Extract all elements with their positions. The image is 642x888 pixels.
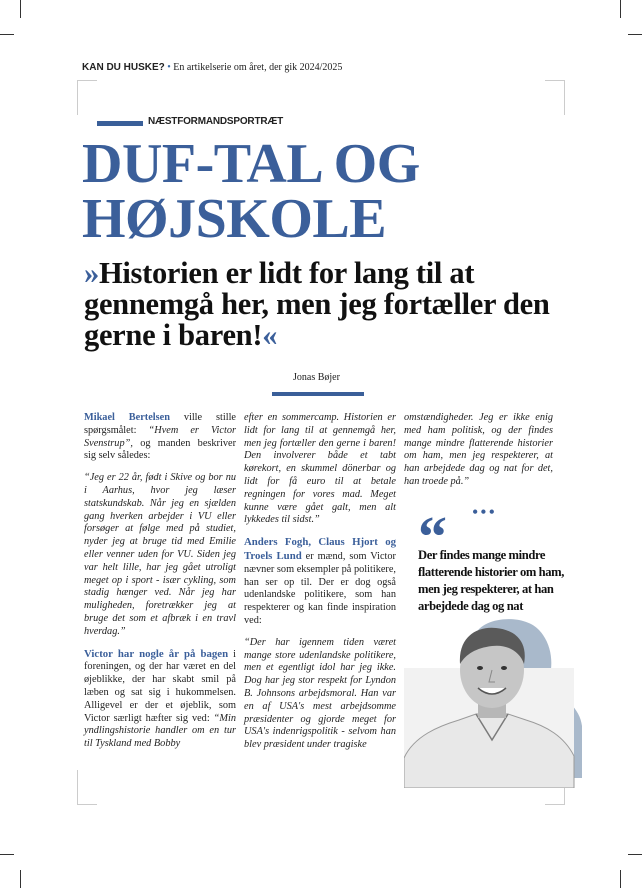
frame-corner [545, 80, 565, 115]
byline-author: Jonas Bøjer [293, 372, 340, 383]
crop-mark [20, 870, 21, 888]
text-run: “Hvem er Victor Svenstrup”, [84, 424, 236, 449]
text-run: og manden beskriver sig selv således: [84, 437, 236, 462]
open-quote-mark: » [84, 256, 99, 290]
paragraph [244, 536, 396, 628]
headline-line: DUF-TAL OG [82, 133, 420, 195]
article-column-2 [244, 412, 396, 761]
kicker-bar [97, 121, 143, 126]
byline-bar [272, 392, 364, 396]
quote-mark-icon: “ [418, 504, 447, 569]
subheading: Victor har nogle år på bagen [84, 647, 229, 660]
paragraph [84, 648, 236, 751]
quote-text: omstændigheder. Jeg er ikke enig med ham politisk, og der findes mange mindre flatterende historier om ham, men jeg respekterer, at han arbejdede dag og nat for det, han troede på.” [404, 412, 553, 487]
crop-mark [0, 34, 14, 35]
kicker-label: NÆSTFORMANDSPORTRÆT [148, 116, 284, 127]
crop-mark [620, 870, 621, 888]
frame-corner [77, 80, 97, 115]
quote-text: efter en sommercamp. Historien er lidt for lang til at gennemgå her, men jeg fortæller den gerne i baren! Den involverer både et tabt kørekort, en skummel dönerbar og lidt for få euro til at betale regningen for vores mad. Meget kunne være gået galt, men alt lykkedes til sidst.” [244, 412, 396, 526]
pull-quote: Der findes mange mindre flatterende historier om ham, men jeg respekterer, at han arbejdede dag og nat [418, 548, 565, 613]
deck-quote [84, 258, 554, 351]
headline [82, 133, 562, 250]
text-run: ville stille spørgsmålet: [84, 412, 237, 436]
ellipsis-dots-icon: ••• [472, 502, 497, 522]
series-label: KAN DU HUSKE? [82, 62, 165, 73]
series-text: En artikelserie om året, der gik 2024/2025 [173, 62, 343, 73]
deck-text: Historien er lidt for lang til at gennemgå her, men jeg fortæller den gerne i baren! [84, 256, 550, 352]
eye-shape [501, 666, 507, 670]
crop-mark [628, 34, 642, 35]
portrait-photo [404, 608, 582, 788]
subheading: Anders Fogh, Claus Hjort og Troels Lund [244, 536, 396, 562]
paragraph [84, 412, 236, 463]
frame-corner [77, 770, 97, 805]
crop-mark [20, 0, 21, 18]
person-name: Mikael Bertelsen [84, 412, 170, 423]
article-column-3 [404, 412, 553, 498]
paragraph [244, 637, 396, 752]
quote-text: “Jeg er 22 år, født i Skive og bor nu i Aarhus, hvor jeg læser statskundskab. Når jeg en sjælden gang hverken arbejder i VU eller forsøger at følge med på studiet, nyder jeg at bruge tid med Emilie eller venner uden for VU. Siden jeg var helt lille, har jeg gået utroligt meget op i sport - især cykling, som stadig hænger ved. Når jeg har muligheden, foretrækker jeg at bruge det som et afbræk i en travl hverdag.” [84, 472, 236, 637]
quote-text: “Der har igennem tiden været mange store udenlandske politikere, men et egentligt idol har jeg ikke. Dog har jeg stor respekt for Lyndon B. Johnsons arbejdsmoral. Han var en af USA's mest arbejdsomme præsidenter og gjorde meget for USA's indenrigspolitik - selvom han blev præsident under tragiske [244, 636, 396, 751]
paragraph [404, 412, 553, 489]
portrait-illustration [404, 608, 582, 788]
text-run: i foreningen, og der har været en del øjeblikke, der har skabt smil på læben og sat sig i hukommelsen. Alligevel er der et øjeblik, som Victor særligt hæfter sig ved: [84, 648, 236, 724]
series-header [82, 62, 342, 73]
crop-mark [620, 0, 621, 18]
paragraph [244, 412, 396, 527]
close-quote-mark: « [262, 318, 278, 352]
crop-mark [0, 854, 14, 855]
headline-line: HØJSKOLE [82, 188, 387, 250]
quote-text: “Min yndlingshistorie handler om en tur til Tyskland med Bobby [84, 712, 236, 750]
eye-shape [477, 666, 483, 670]
bullet-icon: • [167, 62, 171, 73]
crop-mark [628, 854, 642, 855]
paragraph [84, 472, 236, 638]
text-run: er mænd, som Victor nævner som eksempler på politikere, han ser op til. Der er dog også udenlandske politikere, som han respekterer og kan finde inspiration ved: [244, 550, 396, 626]
article-column-1 [84, 412, 236, 751]
